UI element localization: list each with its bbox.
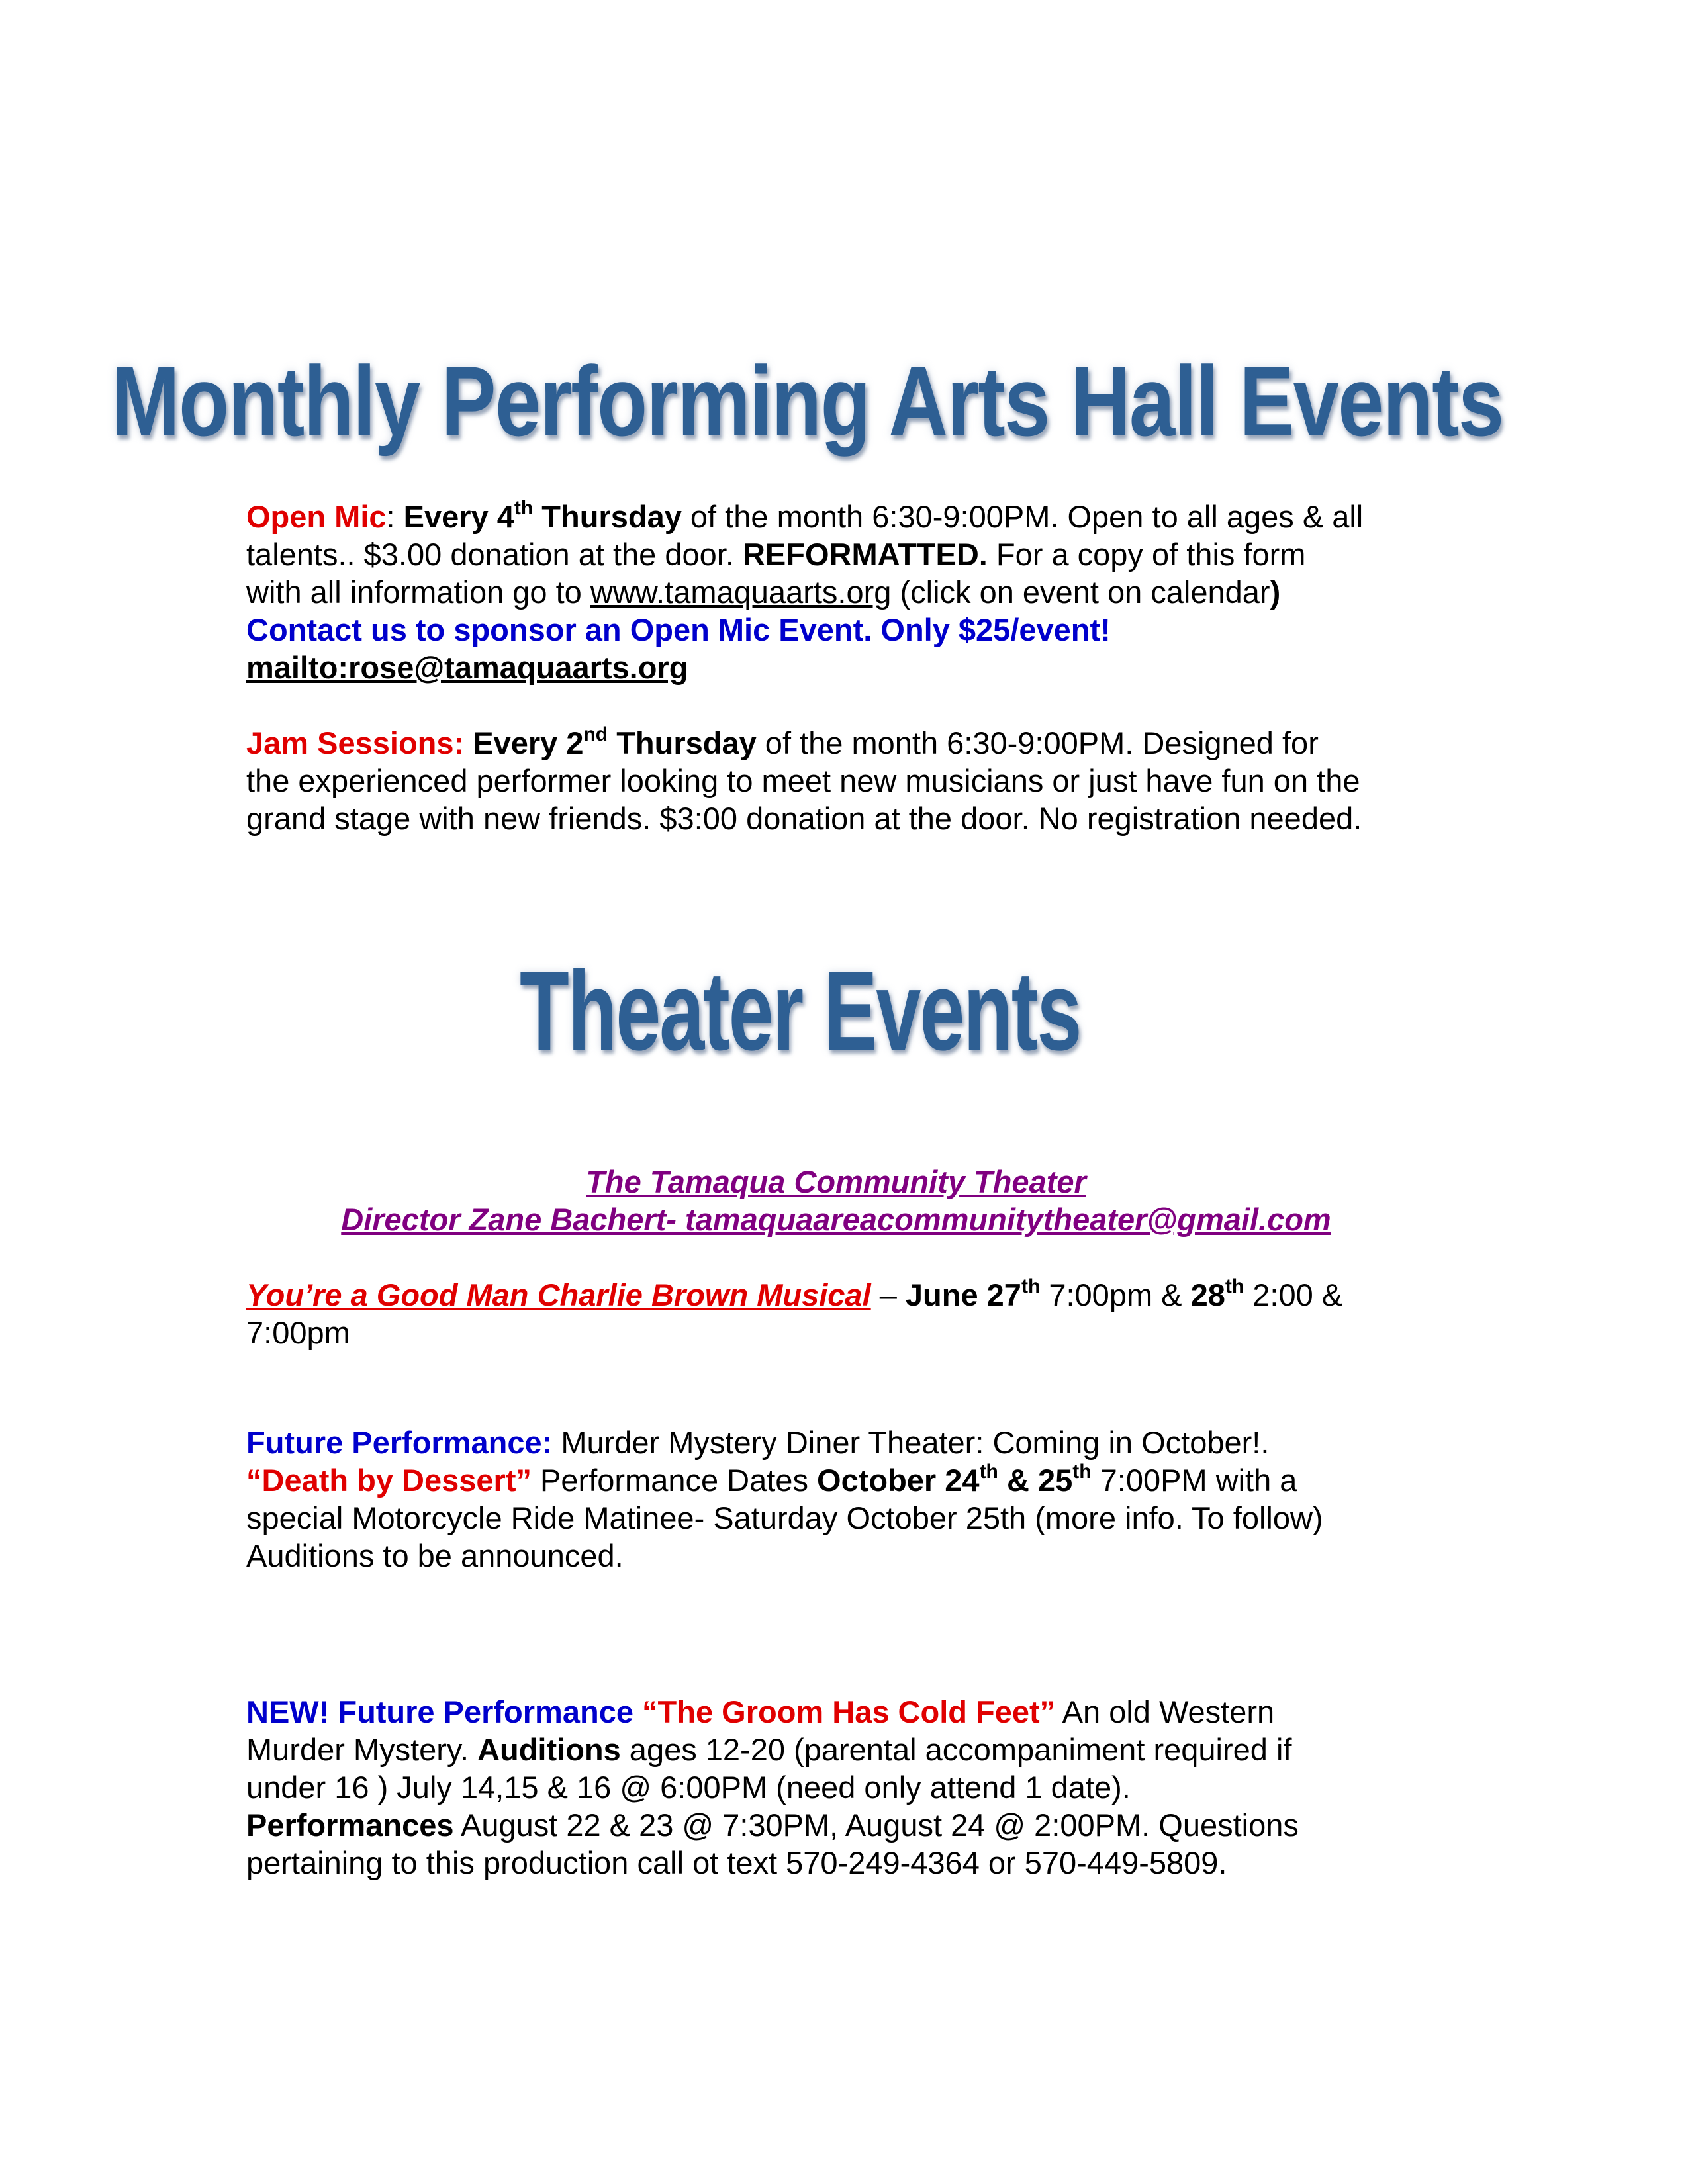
monthly-events-heading: Monthly Performing Arts Hall Events — [111, 345, 1503, 457]
future-line-2: “Death by Dessert” Performance Dates October 24th & 25th 7:00PM with a — [246, 1461, 1297, 1498]
theater-director-email[interactable]: Director Zane Bachert- tamaquaareacommunitytheater@gmail.com — [341, 1202, 1331, 1237]
theater-company-block — [246, 1163, 1426, 1238]
open-mic-line-1: Open Mic: Every 4th Thursday of the month 6:30-9:00PM. Open to all ages & all — [246, 497, 1364, 534]
jam-sessions-section — [246, 724, 1451, 837]
tamaquaarts-link[interactable]: www.tamaquaarts.org — [590, 574, 892, 610]
new-future-line-5: pertaining to this production call ot text 570-249-4364 or 570-449-5809. — [246, 1845, 1227, 1880]
open-mic-section — [246, 498, 1451, 686]
open-mic-label: Open Mic — [246, 499, 387, 534]
new-future-line-4: Performances August 22 & 23 @ 7:30PM, August 24 @ 2:00PM. Questions — [246, 1807, 1299, 1843]
open-mic-line-2: talents.. $3.00 donation at the door. REFORMATTED. For a copy of this form — [246, 537, 1306, 572]
jam-line-1: Jam Sessions: Every 2nd Thursday of the month 6:30-9:00PM. Designed for — [246, 723, 1319, 760]
charlie-brown-title: You’re a Good Man Charlie Brown Musical — [246, 1277, 871, 1312]
mailto-link[interactable]: mailto:rose@tamaquaarts.org — [246, 650, 688, 685]
reformatted-note: REFORMATTED. — [742, 537, 988, 572]
new-future-line-3: under 16 ) July 14,15 & 16 @ 6:00PM (need only attend 1 date). — [246, 1770, 1131, 1805]
future-performance-section — [246, 1424, 1451, 1574]
theater-events-heading: Theater Events — [520, 948, 1081, 1074]
charlie-brown-line-1: You’re a Good Man Charlie Brown Musical – June 27th 7:00pm & 28th 2:00 & — [246, 1275, 1343, 1312]
new-future-line-2: Murder Mystery. Auditions ages 12-20 (parental accompaniment required if — [246, 1732, 1292, 1767]
charlie-brown-line-2: 7:00pm — [246, 1315, 350, 1350]
new-future-line-1: NEW! Future Performance “The Groom Has Cold Feet” An old Western — [246, 1694, 1275, 1729]
new-future-performance-section — [246, 1693, 1451, 1882]
charlie-brown-section — [246, 1276, 1451, 1351]
future-performance-label: Future Performance: — [246, 1425, 553, 1460]
new-future-performance-label: NEW! Future Performance — [246, 1694, 643, 1729]
open-mic-line-3: with all information go to www.tamaquaarts.org (click on event on calendar) — [246, 574, 1281, 610]
death-by-dessert-title: “Death by Dessert” — [246, 1463, 532, 1498]
future-line-1: Future Performance: Murder Mystery Diner Theater: Coming in October!. — [246, 1425, 1270, 1460]
sponsor-line: Contact us to sponsor an Open Mic Event. Only $25/event! — [246, 612, 1111, 647]
jam-sessions-label: Jam Sessions: — [246, 725, 465, 760]
jam-line-2: the experienced performer looking to meet new musicians or just have fun on the — [246, 763, 1360, 798]
future-line-3: special Motorcycle Ride Matinee- Saturday October 25th (more info. To follow) — [246, 1500, 1323, 1535]
jam-line-3: grand stage with new friends. $3:00 donation at the door. No registration needed. — [246, 801, 1362, 836]
theater-company-name: The Tamaqua Community Theater — [586, 1164, 1086, 1199]
future-line-4: Auditions to be announced. — [246, 1538, 624, 1573]
groom-cold-feet-title: “The Groom Has Cold Feet” — [642, 1694, 1056, 1729]
